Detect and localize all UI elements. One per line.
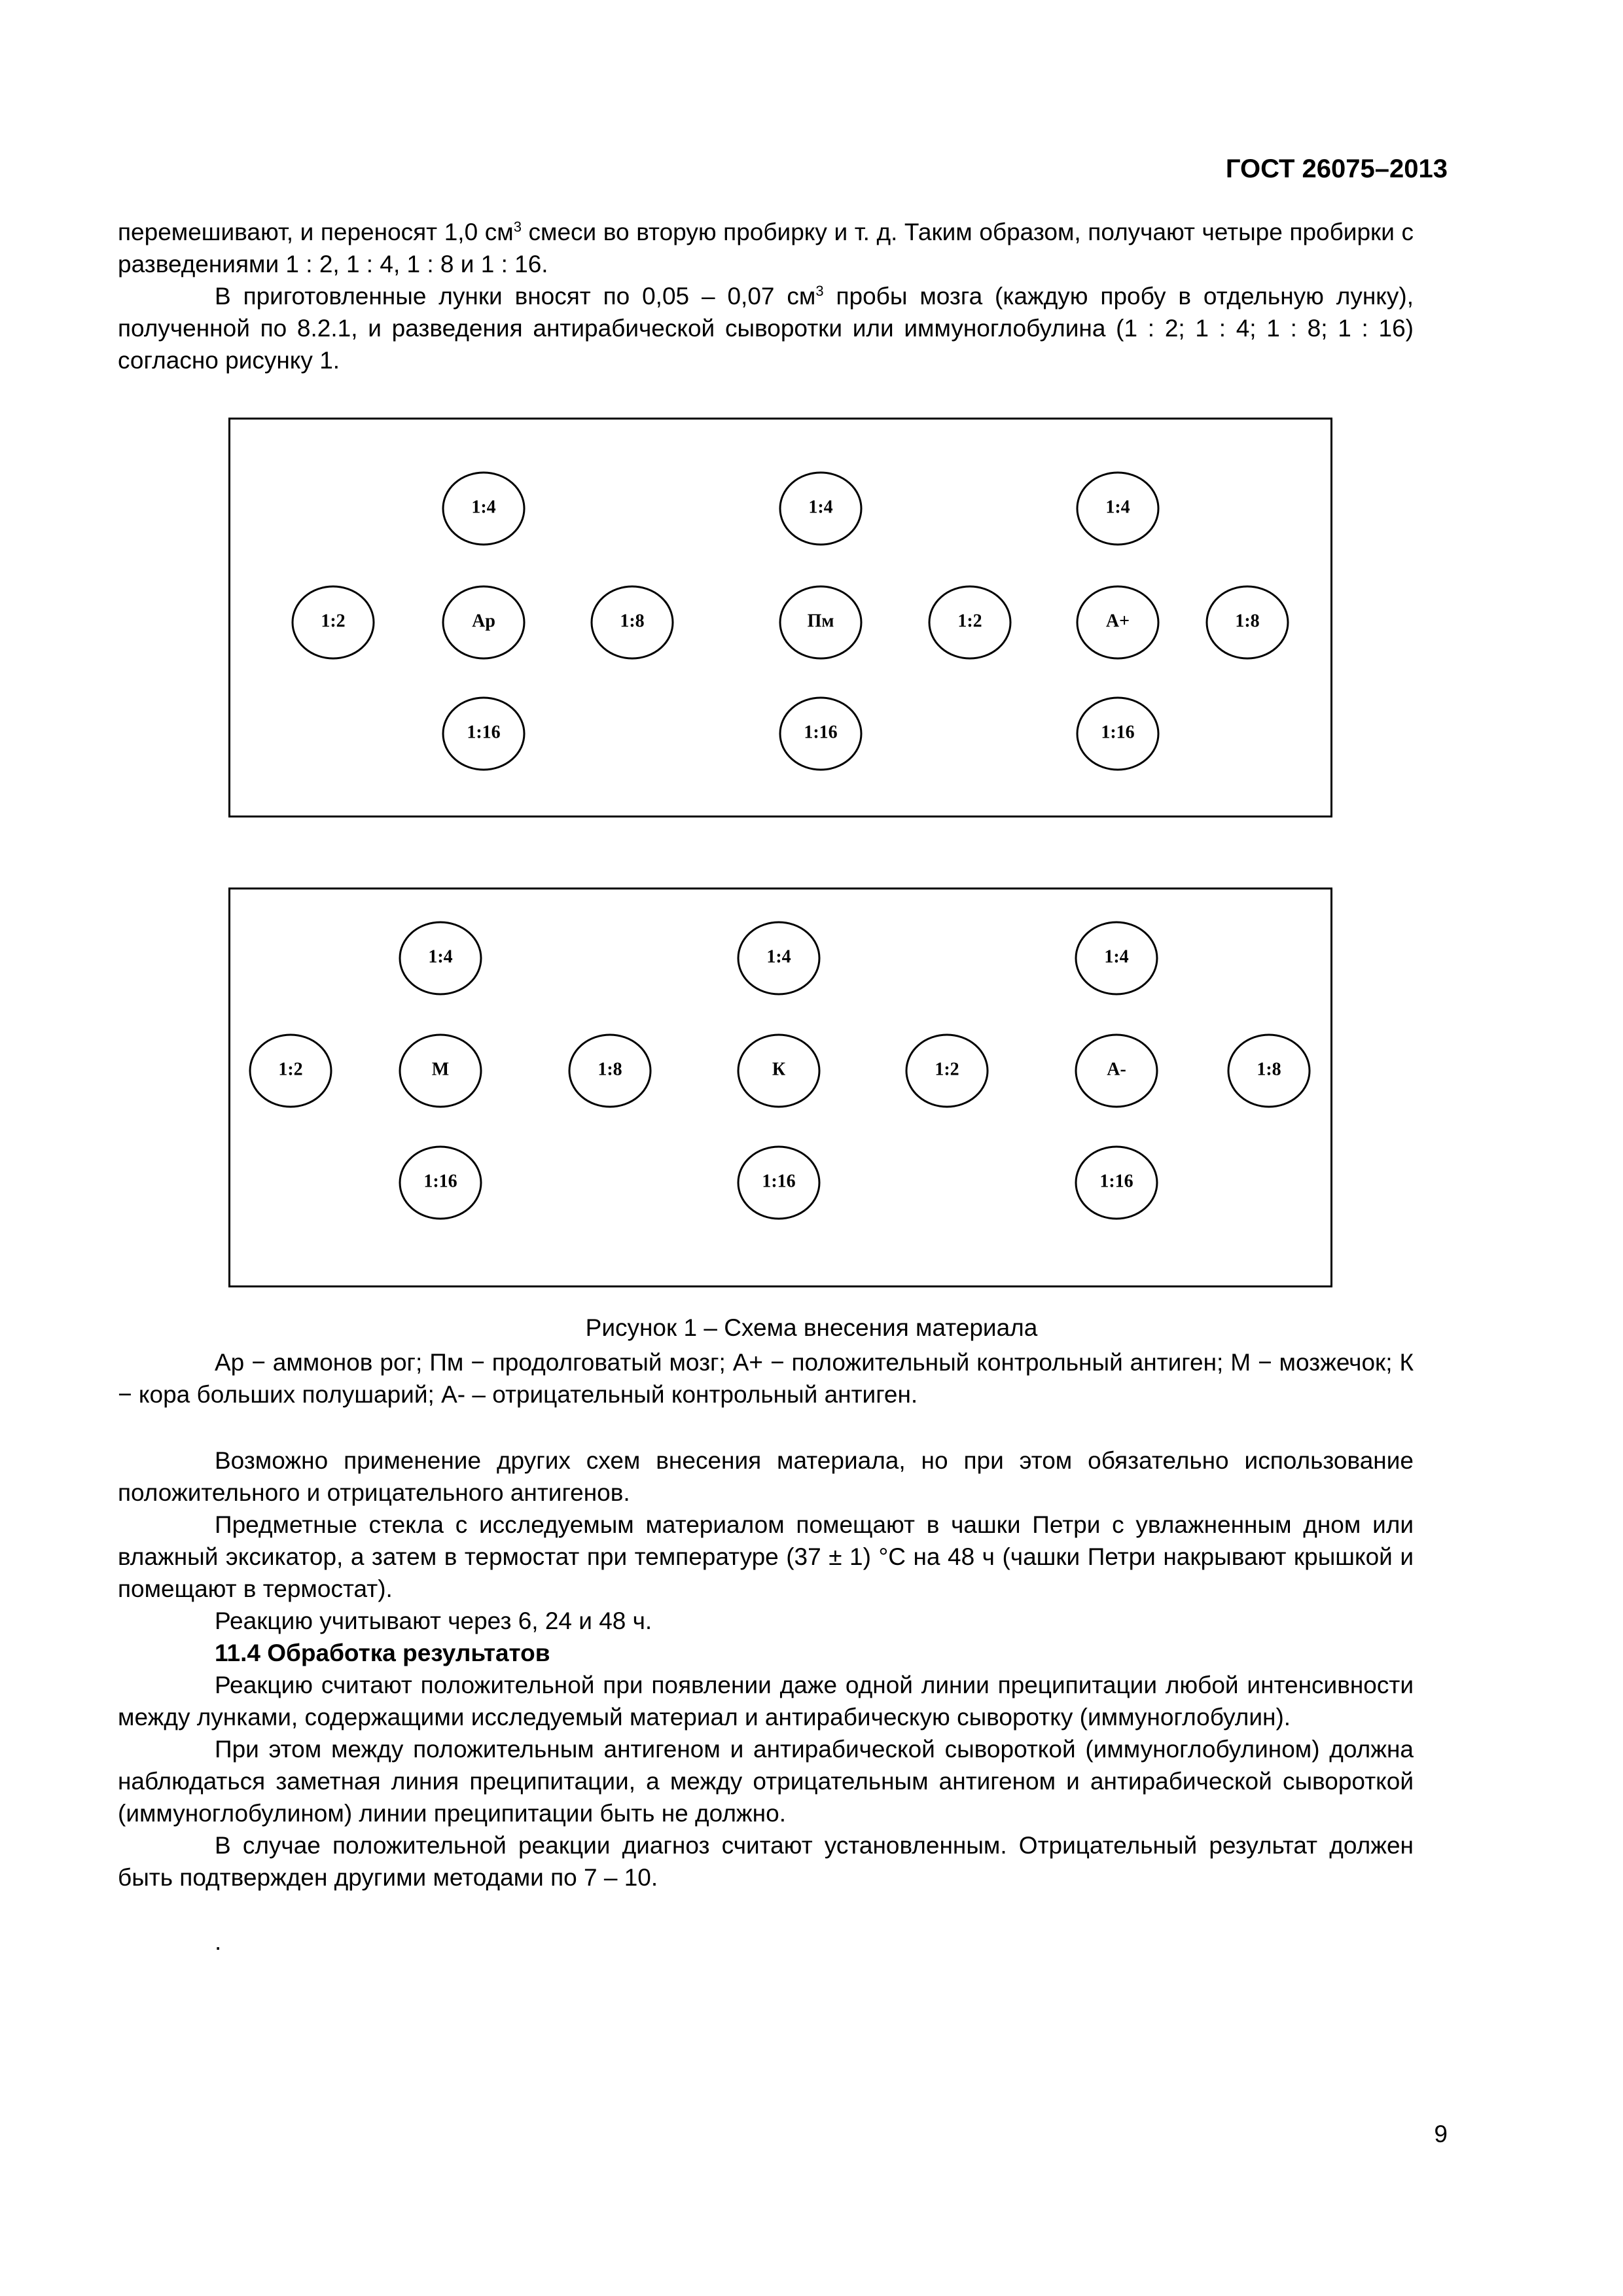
superscript: 3 (513, 219, 522, 235)
well-1-16-b (738, 1147, 819, 1219)
well-1-16-b (780, 698, 861, 770)
figure-legend: Ар − аммонов рог; Пм − продолговатый мозг; А+ − положительный контрольный антиген; М − мозжечок; К − кора больших полушарий; А- – отрицательный контрольный антиген. (118, 1349, 1414, 1408)
svg-text:1:2: 1:2 (278, 1059, 303, 1080)
well-ammons-horn (443, 586, 524, 658)
svg-text:М: М (431, 1059, 450, 1080)
well-1-16-c (1077, 698, 1158, 770)
svg-text:1:16: 1:16 (1099, 1171, 1133, 1192)
figure-legend-block (118, 1346, 1414, 1410)
superscript: 3 (815, 283, 824, 299)
well-1-4-b (738, 922, 819, 994)
well-1-16-a (443, 698, 524, 770)
svg-text:1:8: 1:8 (1257, 1059, 1281, 1080)
svg-text:1:16: 1:16 (804, 722, 838, 743)
well-1-8-a (592, 586, 673, 658)
well-cerebellum (400, 1035, 481, 1107)
svg-text:1:2: 1:2 (321, 611, 346, 632)
figure-scheme-1 (228, 418, 1332, 817)
well-1-8-b (1207, 586, 1288, 658)
figure-2-svg (230, 889, 1330, 1285)
paragraph-diagnosis: В случае положительной реакции диагноз считают установленным. Отрицательный результат должен быть подтвержден другими методами по 7 – 10. (118, 1832, 1414, 1891)
svg-text:Пм: Пм (807, 611, 834, 632)
svg-text:1:8: 1:8 (597, 1059, 622, 1080)
well-1-4-a (443, 473, 524, 545)
body-text (118, 1444, 1414, 1958)
paragraph-wells (118, 280, 1414, 376)
well-1-2-b (929, 586, 1010, 658)
well-1-4-b (780, 473, 861, 545)
well-medulla (780, 586, 861, 658)
paragraph-control-antigens: При этом между положительным антигеном и антирабической сывороткой (иммуноглобулином) должна наблюдаться заметная линия преципитации, а между отрицательным антигеном и антирабической сывороткой (иммуноглобулином) линии преципитации быть не должно. (118, 1736, 1414, 1827)
svg-text:А+: А+ (1105, 611, 1130, 632)
paragraph-reading-times: Реакцию учитывают через 6, 24 и 48 ч. (215, 1607, 652, 1634)
svg-text:1:16: 1:16 (423, 1171, 457, 1192)
well-positive-antigen (1077, 586, 1158, 658)
well-1-8-b (1228, 1035, 1310, 1107)
figure-caption: Рисунок 1 – Схема внесения материала (585, 1314, 1038, 1341)
svg-text:1:4: 1:4 (808, 497, 833, 518)
svg-text:1:16: 1:16 (762, 1171, 796, 1192)
well-1-4-a (400, 922, 481, 994)
page-number: 9 (1434, 2121, 1448, 2147)
svg-text:1:8: 1:8 (1235, 611, 1260, 632)
paragraph-positive-reaction: Реакцию считают положительной при появлении даже одной линии преципитации любой интенсивности между лунками, содержащими исследуемый материал и антирабическую сыворотку (иммуноглобулин). (118, 1672, 1414, 1731)
svg-text:1:16: 1:16 (1101, 722, 1135, 743)
text-span: смеси во вторую пробирку и т. д. Таким образом, получают четыре пробирки с разведениями 1 : 2, 1 : 4, 1 : 8 и 1 : 16. (118, 219, 1414, 278)
well-1-16-a (400, 1147, 481, 1219)
figure-scheme-2 (228, 888, 1332, 1287)
text-span: перемешивают, и переносят 1,0 см (118, 219, 514, 245)
svg-text:1:2: 1:2 (935, 1059, 959, 1080)
paragraph-schemes: Возможно применение других схем внесения материала, но при этом обязательно использование положительного и отрицательного антигенов. (118, 1447, 1414, 1506)
svg-text:А-: А- (1107, 1059, 1126, 1080)
figure-1-svg (230, 420, 1330, 816)
svg-text:1:4: 1:4 (471, 497, 496, 518)
svg-text:1:16: 1:16 (467, 722, 501, 743)
top-text (118, 216, 1414, 376)
svg-text:1:4: 1:4 (766, 946, 791, 967)
svg-text:1:4: 1:4 (428, 946, 453, 967)
well-1-4-c (1076, 922, 1157, 994)
well-1-8-a (569, 1035, 651, 1107)
well-1-2-b (906, 1035, 988, 1107)
well-negative-antigen (1076, 1035, 1157, 1107)
paragraph-dilutions (118, 216, 1414, 280)
well-1-2-a (293, 586, 374, 658)
svg-text:1:8: 1:8 (620, 611, 645, 632)
trailing-dot: . (215, 1928, 222, 1955)
well-1-4-c (1077, 473, 1158, 545)
paragraph-incubation: Предметные стекла с исследуемым материалом помещают в чашки Петри с увлажненным дном или влажный эксикатор, а затем в термостат при температуре (37 ± 1) °С на 48 ч (чашки Петри накрывают крышкой и помещают в термостат). (118, 1511, 1414, 1602)
svg-text:К: К (772, 1059, 786, 1080)
well-1-2-a (250, 1035, 331, 1107)
well-1-16-c (1076, 1147, 1157, 1219)
well-cortex (738, 1035, 819, 1107)
text-span: В приготовленные лунки вносят по 0,05 – 0,07 см (215, 283, 816, 310)
svg-text:1:4: 1:4 (1105, 497, 1130, 518)
text-span: пробы мозга (каждую пробу в отдельную лунку), полученной по 8.2.1, и разведения антирабической сыворотки или иммуноглобулина (1 : 2; 1 : 4; 1 : 8; 1 : 16) согласно рисунку 1. (118, 283, 1414, 374)
svg-text:Ар: Ар (472, 611, 495, 632)
svg-text:1:2: 1:2 (957, 611, 982, 632)
section-heading: 11.4 Обработка результатов (215, 1640, 550, 1666)
svg-text:1:4: 1:4 (1104, 946, 1129, 967)
document-id: ГОСТ 26075–2013 (1225, 154, 1448, 183)
